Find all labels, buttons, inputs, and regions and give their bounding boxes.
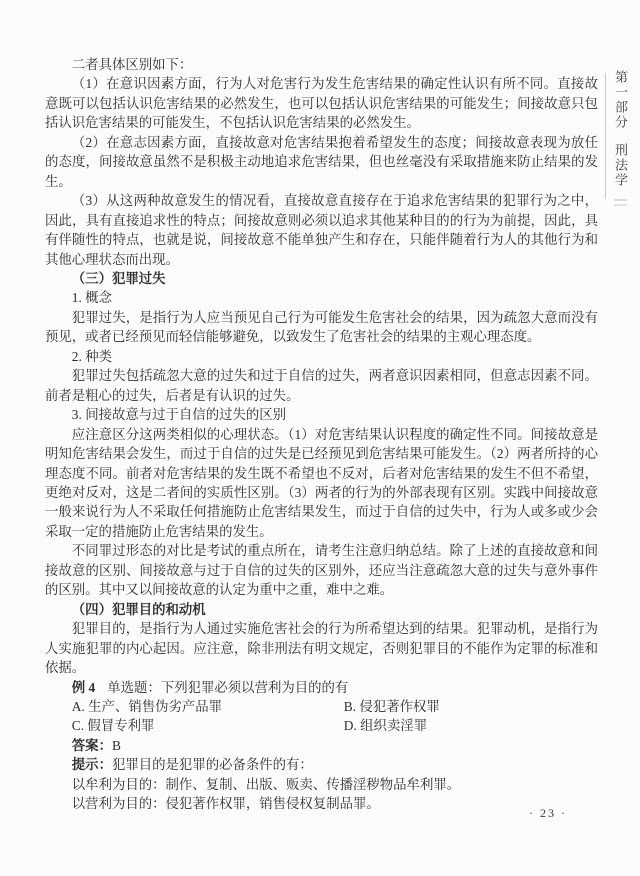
paragraph-intro: 二者具体区别如下： xyxy=(71,57,193,72)
paragraph-exam-note: 不同罪过形态的对比是考试的重点所在，请考生注意归纳总结。除了上述的直接故意和间接故意的区别、间接故意与过于自信的过失的区别外，还应当注意疏忽大意的过失与意外事件的区别。其中又以间接故意的认定为重中之重，难中之难。 xyxy=(45,543,598,598)
option-c: C. 假冒专利罪 xyxy=(71,718,155,734)
part-label: 第一部分 xyxy=(613,70,628,130)
paragraph-negligence-types: 犯罪过失包括疏忽大意的过失和过于自信的过失，两者意识因素相同，但意志因素不同。前者是粗心的过失，后者是有认识的过失。 xyxy=(45,368,598,403)
example-label: 例 4 xyxy=(71,679,96,695)
subheading-distinction: 3. 间接故意与过于自信的过失的区别 xyxy=(71,407,287,423)
option-a: A. 生产、销售伪劣产品罪 xyxy=(71,698,223,714)
paragraph-purpose-motive: 犯罪目的，是指行为人通过实施危害社会的行为所希望达到的结果。犯罪动机，是指行为人实施犯罪的内心起因。应注意，除非刑法有明文规定，否则犯罪目的不能作为定罪的标准和依据。 xyxy=(45,621,598,676)
section-heading-criminal-negligence: （三）犯罪过失 xyxy=(71,270,166,286)
margin-tab-labels xyxy=(611,70,630,206)
paragraph-distinction: 应注意区分这两类相似的心理状态。（1）对危害结果认识程度的确定性不同。间接故意是明知危害结果会发生，而过于自信的过失是已经预见到危害结果可能发生。（2）两者所持的心理态度不同。前者对危害结果的发生既不希望也不反对，后者对危害结果的发生不但不希望，更绝对反对，这是二者间的实质性区别。（3）两者的行为的外部表现有区别。实践中间接故意一般来说行为人不采取任何措施防止危害结果发生，而过于自信的过失中，行为人或多或少会采取一定的措施防止危害结果的发生。 xyxy=(45,426,598,539)
options-row-ab xyxy=(45,697,598,716)
hint-detail-forprofit-crimes: 以营利为目的：侵犯著作权罪，销售侵权复制品罪。 xyxy=(71,796,380,812)
page-text-block xyxy=(45,55,598,814)
paragraph-negligence-concept: 犯罪过失，是指行为人应当预见自己行为可能发生危害社会的结果，因为疏忽大意而没有预见，或者已经预见而轻信能够避免，以致发生了危害社会的结果的主观心理态度。 xyxy=(45,309,598,345)
print-smudge xyxy=(614,199,627,206)
section-heading-purpose-motive: （四）犯罪目的和动机 xyxy=(71,601,206,617)
answer-value: B xyxy=(111,737,121,753)
answer-label: 答案： xyxy=(71,737,112,753)
paragraph-point-1: （1）在意识因素方面，行为人对危害行为发生危害结果的确定性认识有所不同。直接故意既可以包括认识危害结果的必然发生，也可以包括认识危害结果的可能发生；间接故意只包括认识危害结果的可能发生，不包括认识危害结果的必然发生。 xyxy=(45,76,598,131)
hint-text: 犯罪目的是犯罪的必备条件的有： xyxy=(111,757,313,773)
margin-tab-rule xyxy=(605,73,606,199)
hint-label: 提示： xyxy=(71,757,112,773)
hint-detail-profit-crimes: 以牟利为目的：制作、复制、出版、贩卖、传播淫秽物品牟利罪。 xyxy=(71,776,461,792)
answer-line xyxy=(45,736,598,755)
subheading-types: 2. 种类 xyxy=(71,348,112,364)
margin-tab xyxy=(605,70,630,206)
page-number: · 23 · xyxy=(529,806,567,820)
subheading-concept: 1. 概念 xyxy=(71,290,112,306)
subject-label: 刑法学 xyxy=(613,143,628,188)
option-b: B. 侵犯著作权罪 xyxy=(343,698,440,714)
paragraph-point-3: （3）从这两种故意发生的情况看，直接故意直接存在于追求危害结果的犯罪行为之中，因此，具有直接追求性的特点；间接故意则必须以追求其他某种目的的行为为前提，因此，具有伴随性的特点，也就是说，间接故意不能单独产生和存在，只能伴随着行为人的其他行为和其他心理状态而出现。 xyxy=(45,193,598,267)
hint-line xyxy=(45,755,598,774)
example-question-text: 单选题：下列犯罪必须以营利为目的的有 xyxy=(107,679,349,695)
paragraph-point-2: （2）在意志因素方面，直接故意对危害结果抱着希望发生的态度；间接故意表现为放任的态度，间接故意虽然不是积极主动地追求危害结果，但也丝毫没有采取措施来防止结果的发生。 xyxy=(45,134,598,189)
option-d: D. 组织卖淫罪 xyxy=(343,718,428,734)
example-question-line xyxy=(45,678,598,697)
options-row-cd xyxy=(45,716,598,735)
